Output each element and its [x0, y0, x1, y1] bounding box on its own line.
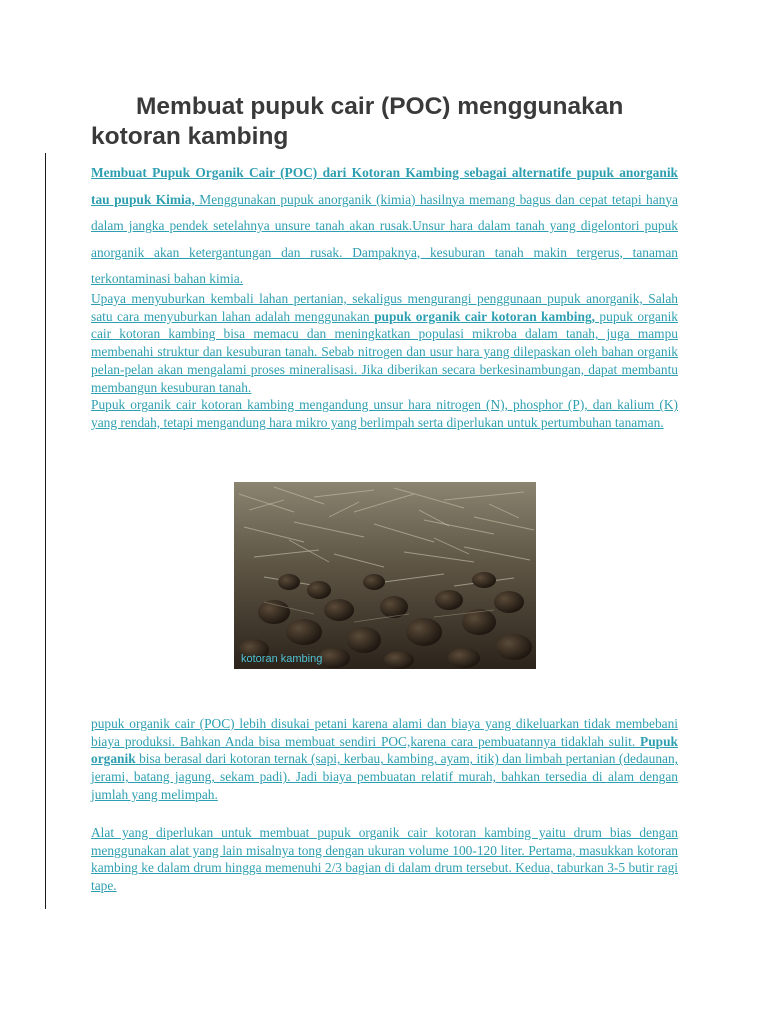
image-caption: kotoran kambing — [241, 653, 323, 665]
nutrient-link-text[interactable]: Pupuk organik cair kotoran kambing mengandung unsur hara nitrogen (N), phosphor (P), dan kalium (K) yang rendah, tetapi mengandung hara mikro yang berlimpah serta diperlukan untuk pertumbuhan tanaman. — [91, 397, 678, 430]
benefits-link-text-2[interactable]: pupuk organik cair kotoran kambing bisa memacu dan meningkatkan populasi mikroba dalam tanah, juga mampu membenahi struktur dan kesuburan tanah. Sebab nitrogen dan usur hara yang dilepaskan oleh bahan organik pelan-pelan akan mengalami proses mineralisasi. Jika diberikan secara berkesinambungan, dapat membantu membangun kesuburan tanah. — [91, 308, 678, 395]
cost-link-text-2[interactable]: bisa berasal dari kotoran ternak (sapi, kerbau, kambing, ayam, itik) dan limbah pertanian (dedaunan, jerami, batang jagung, sekam padi). Jadi biaya pembuatan relatif murah, bahkan tersedia di alam dengan jumlah yang melimpah. — [91, 751, 678, 802]
goat-manure-photo — [234, 482, 536, 669]
tools-link-text[interactable]: Alat yang diperlukan untuk membuat pupuk organik cair kotoran kambing yaitu drum bias dengan menggunakan alat yang lain misalnya tong dengan ukuran volume 100-120 liter. Pertama, masukkan kotoran kambing ke dalam drum hingga memenuhi 2/3 bagian di dalam drum tersebut. Kedua, taburkan 3-5 butir ragi tape. — [91, 825, 678, 894]
paragraph-tools — [91, 824, 678, 895]
cost-link-bold[interactable]: Pupuk organik — [91, 733, 678, 767]
cost-link-text[interactable]: pupuk organik cair (POC) lebih disukai petani karena alami dan biaya yang dikeluarkan tidak membebani biaya produksi. Bahkan Anda bisa membuat sendiri POC,karena cara pembuatannya tidaklah sulit. — [91, 716, 678, 749]
intro-link-bold[interactable]: Membuat Pupuk Organik Cair (POC) dari Kotoran Kambing sebagai alternatife pupuk anorganik tau pupuk Kimia, — [91, 165, 678, 207]
page-title: Membuat pupuk cair (POC) menggunakan kotoran kambing — [91, 93, 624, 150]
margin-line — [45, 153, 46, 909]
benefits-link-text[interactable]: Upaya menyuburkan kembali lahan pertanian, sekaligus mengurangi penggunaan pupuk anorganik, Salah satu cara menyuburkan lahan adalah menggunakan — [91, 291, 678, 324]
paragraph-benefits — [91, 290, 678, 432]
intro-link-text[interactable]: Menggunakan pupuk anorganik (kimia) hasilnya memang bagus dan cepat tetapi hanya dalam jangka pendek setelahnya unsure tanah akan rusak.Unsur hara dalam tanah yang digelontori pupuk anorganik akan ketergantungan dan rusak. Dampaknya, kesuburan tanah makin tergerus, tanaman terkontaminasi bahan kimia. — [91, 191, 678, 286]
paragraph-intro — [91, 160, 678, 293]
benefits-link-bold[interactable]: pupuk organik cair kotoran kambing, — [374, 308, 596, 324]
paragraph-cost — [91, 715, 678, 804]
manure-image — [234, 482, 536, 669]
